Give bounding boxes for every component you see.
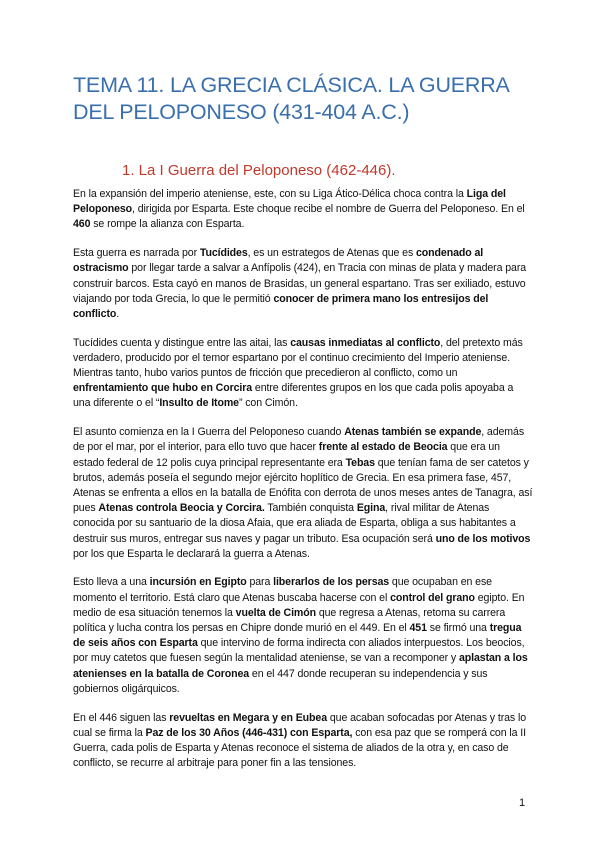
bold-text: causas inmediatas al conflicto: [290, 336, 441, 349]
text-run: Esto lleva a una: [73, 576, 150, 589]
bold-text: Insulto de Itome: [159, 397, 239, 410]
text-run: por llegar tarde a salvar a Anfípolis (424), en Tracia con minas de plata y madera para construir barcos. Esta cayó en manos de Brasidas, un general espartano. Tras ser exiliado, estuvo viajando por toda Grecia, lo que le permitió: [73, 262, 527, 305]
bold-text: enfrentamiento que hubo en Corcira: [73, 382, 253, 395]
text-run: También conquista: [264, 502, 357, 515]
bold-text: tregua de seis años con Esparta: [73, 622, 522, 650]
text-run: que regresa a Atenas, retoma su carrera política y lucha contra los persas en Chipre donde murió en el 449. En el: [73, 606, 506, 635]
text-run: En el 446 siguen las: [73, 711, 170, 724]
text-run: .: [116, 307, 120, 320]
text-run: que era un estado federal de 12 polis cuya principal representante era: [73, 441, 500, 469]
bold-text: conocer de primera mano los entresijos del conflicto: [73, 292, 489, 320]
paragraph: [73, 336, 533, 412]
text-run: se rompe la alianza con Esparta.: [90, 218, 245, 231]
bold-text: Egina: [356, 502, 386, 515]
section-heading: 1. La I Guerra del Peloponeso (462-446).: [122, 162, 396, 179]
text-run: , dirigida por Esparta. Este choque recibe el nombre de Guerra del Peloponeso. En el: [132, 203, 525, 216]
body-text: [73, 187, 533, 785]
text-run: , es un estrategos de Atenas que es: [247, 247, 416, 260]
paragraph: [73, 425, 533, 562]
text-run: en el 447 donde recuperan su independencia y sus gobiernos oligárquicos.: [73, 667, 488, 695]
text-run: por los que Esparta le declarará la guerra a Atenas.: [73, 547, 310, 560]
bold-text: Tucídides: [199, 247, 248, 260]
bold-text: vuelta de Cimón: [235, 606, 316, 619]
bold-text: liberarlos de los persas: [273, 576, 390, 589]
text-run: En la expansión del imperio ateniense, este, con su Liga Ático-Délica choca contra la: [73, 188, 467, 200]
bold-text: Tebas: [345, 456, 375, 469]
bold-text: frente al estado de Beocia: [318, 441, 448, 454]
text-run: se firmó una: [426, 622, 490, 635]
bold-text: revueltas en Megara y en Eubea: [169, 711, 328, 724]
paragraph: [73, 711, 533, 772]
text-run: que acaban sofocadas por Atenas y tras lo cual se firma la: [73, 711, 526, 739]
text-run: egipto. En medio de esa situación tenemos la: [73, 591, 525, 619]
bold-text: 460: [73, 218, 91, 231]
paragraph: [73, 246, 533, 322]
bold-text: control del grano: [390, 591, 475, 604]
page-title: TEMA 11. LA GRECIA CLÁSICA. LA GUERRA DEL PELOPONESO (431-404 A.C.): [73, 73, 509, 124]
text-run: entre diferentes grupos en los que cada polis apoyaba a una diferente o el “: [73, 382, 514, 410]
text-run: , del pretexto más verdadero, producido por el temor espartano por el continuo crecimiento del Imperio ateniense. Mientras tanto, hubo varios puntos de fricción que precedieron al conflicto, como un: [73, 336, 523, 380]
bold-text: aplastan a los atenienses en la batalla de Coronea: [73, 652, 528, 680]
text-run: Esta guerra es narrada por: [73, 247, 200, 260]
text-run: , rival militar de Atenas conocida por su santuario de la diosa Afaia, que era aliada de Esparta, obliga a sus habitantes a destruir sus muros, entregar sus naves y pagar un tributo. Esa ocupación será: [73, 502, 516, 545]
bold-text: Atenas también se expande: [344, 426, 482, 439]
bold-text: 451: [409, 622, 427, 635]
text-run: Tucídides cuenta y distingue entre las aitai, las: [73, 336, 291, 349]
paragraph: [73, 187, 533, 233]
text-run: El asunto comienza en la I Guerra del Peloponeso cuando: [73, 426, 345, 439]
page-number: 1: [519, 797, 526, 809]
text-run: ” con Cimón.: [238, 397, 298, 410]
bold-text: Liga del Peloponeso: [73, 188, 506, 216]
text-run: con esa paz que se romperá con la II Guerra, cada polis de Esparta y Atenas reconoce el sistema de aliados de la otra y, en caso de conflicto, se recurre al arbitraje para poner fin a las tensiones.: [73, 726, 526, 770]
text-run: que tenían fama de ser catetos y brutos, además poseía el segundo mejor ejército hoplítico de Grecia. En esa primera fase, 457, Atenas se enfrenta a ellos en la batalla de Enófita con derrota de unos meses antes de Tanagra, así pues: [73, 456, 533, 515]
text-run: , además de por el mar, por el interior, para ello tuvo que hacer: [73, 426, 525, 454]
text-run: para: [246, 576, 274, 589]
bold-text: uno de los motivos: [435, 532, 531, 545]
text-run: que ocupaban en ese momento el territorio. Está claro que Atenas buscaba hacerse con el: [73, 576, 492, 604]
bold-text: Atenas controla Beocia y Corcira.: [98, 502, 265, 515]
paragraph: [73, 575, 533, 697]
bold-text: incursión en Egipto: [149, 576, 247, 589]
bold-text: Paz de los 30 Años (446-431) con Esparta,: [145, 726, 353, 739]
text-run: que intervino de forma indirecta con aliados interpuestos. Los beocios, por muy catetos que fuesen según la mentalidad ateniense, se van a recomponer y: [73, 637, 525, 665]
bold-text: condenado al ostracismo: [73, 247, 484, 275]
